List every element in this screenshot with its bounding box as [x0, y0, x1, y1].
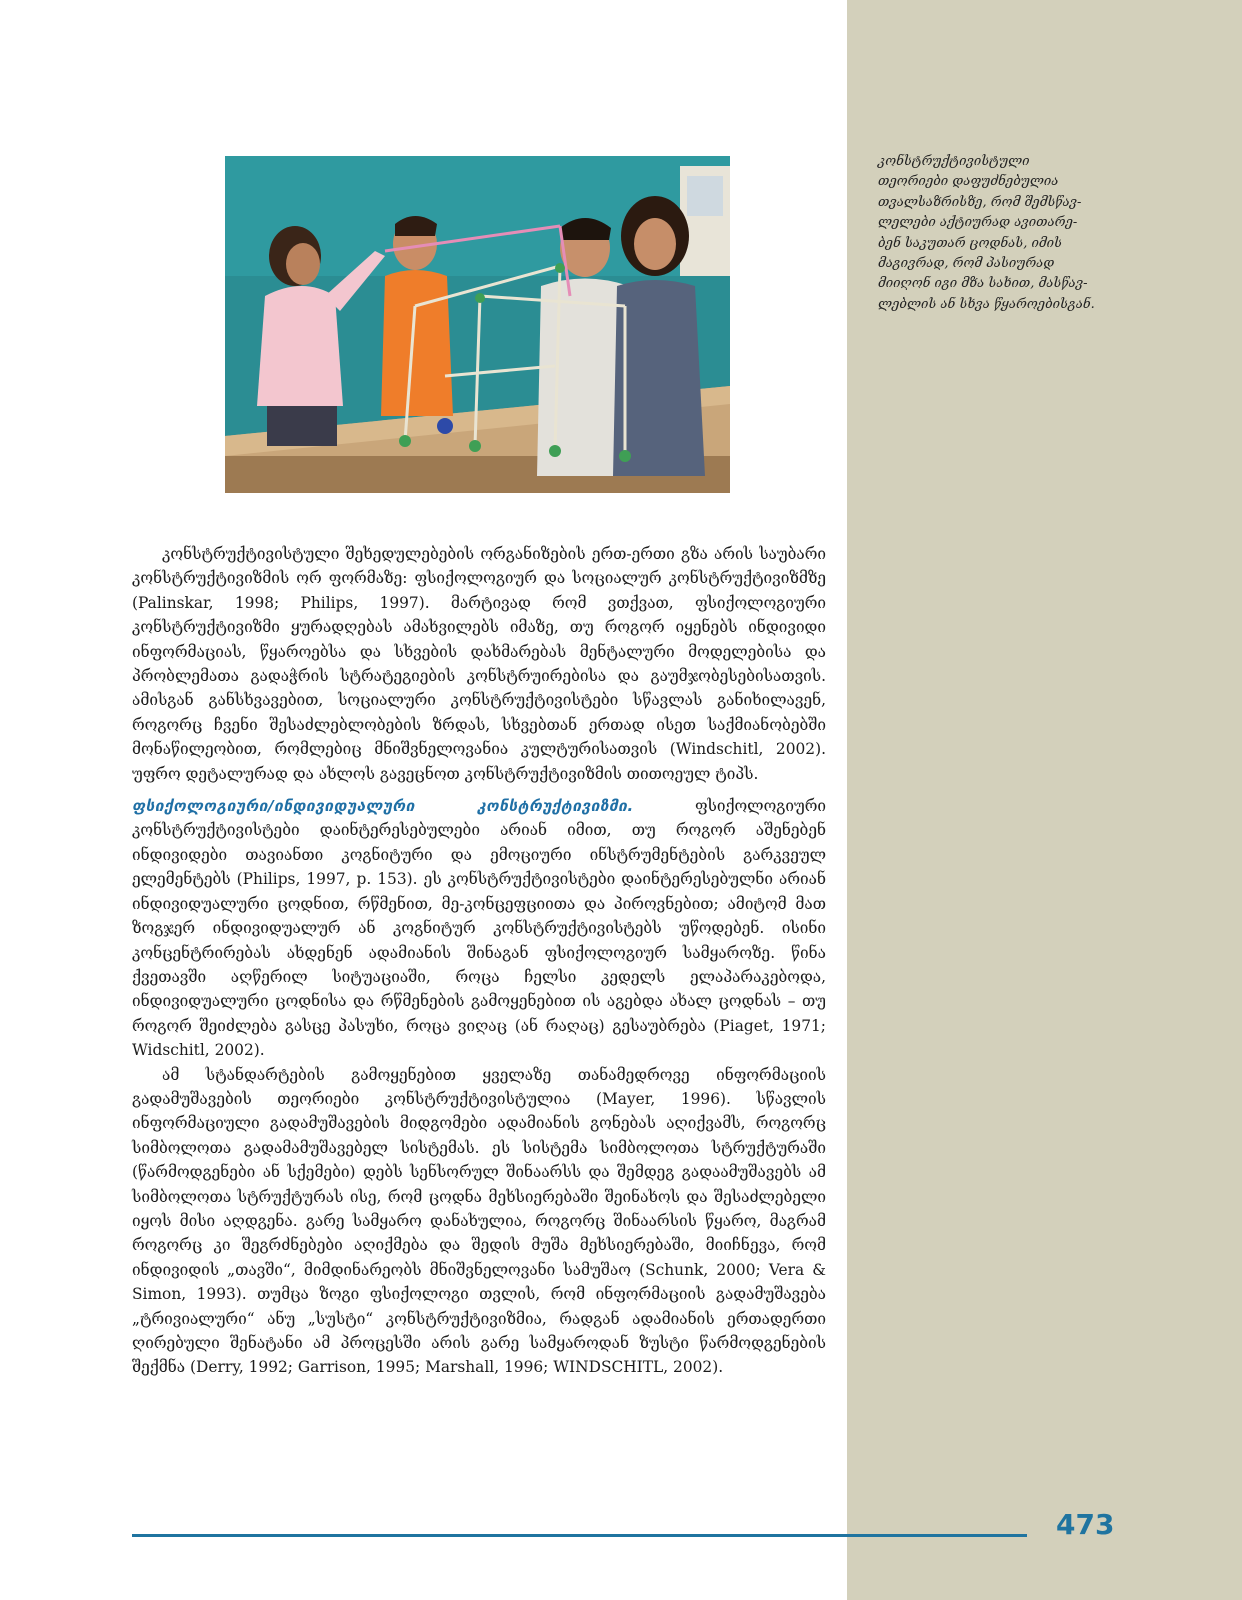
- paragraph-information-processing: ამ სტანდარტების გამოყენებით ყველაზე თანამედროვე ინფორმაციის გადამუშავების თეორიები კონსტრუქტივისტულია (Mayer, 1996). სწავლის ინფორმაციული გადამუშავების მიდგომები ადამიანის გონებას აღიქვამს, როგორც სიმბოლოთა გადამამუშავებელ სისტემას. ეს სისტემა სიმბოლოთა სტრუქტურაში (წარმოდგენები ან სქემები) დებს სენსორულ შინაარსს და შემდეგ გადაამუშავებს ამ სიმბოლოთა სტრუქტურას ისე, რომ ცოდნა მეხსიერებაში შეინახოს და შესაძლებელი იყოს მისი აღდგენა. გარე სამყარო დანახულია, როგორც შინაარსის წყარო, მაგრამ როგორც კი შეგრძნებები აღიქმება და შედის მუშა მეხსიერებაში, მიიჩნევა, რომ ინდივიდის „თავში“, მიმდინარეობს მნიშვნელოვანი სამუშაო (Schunk, 2000; Vera & Simon, 1993). თუმცა ზოგი ფსიქოლოგი თვლის, რომ ინფორმაციის გადამუშავება „ტრივიალური“ ანუ „სუსტი“ კონსტრუქტივიზმია, რადგან ადამიანის ერთადერთი ღირებული შენატანი ამ პროცესში არის გარე სამყაროდან ზუსტი წარმოდგენების შექმნა (Derry, 1992; Garrison, 1995; Marshall, 1996; WINDSCHITL, 2002).: [132, 1065, 826, 1377]
- paragraph-psychological-constructivism: [132, 794, 826, 1062]
- page-number: 473: [1056, 1508, 1115, 1541]
- margin-note: კონსტრუქტივისტული თეორიები დაფუძნებულია თვალსაზრისზე, რომ შემსწავ- ლელები აქტიურად ავითარე- ბენ საკუთარ ცოდნას, იმის მაგივრად, რომ პასიურად მიიღონ იგი მზა სახით, მასწავ- ლებლის ან სხვა წყაროებისგან.: [878, 154, 1095, 312]
- section-heading: ფსიქოლოგიური/ინდივიდუალური კონსტრუქტივიზმი.: [132, 797, 634, 816]
- classroom-photo-illustration: [225, 156, 730, 493]
- body-text: [132, 542, 826, 1380]
- classroom-photo: [225, 156, 730, 493]
- footer-rule: [132, 1534, 1027, 1537]
- paragraph-intro: კონსტრუქტივისტული შეხედულებების ორგანიზების ერთ-ერთი გზა არის საუბარი კონსტრუქტივიზმის ორ ფორმაზე: ფსიქოლოგიურ და სოციალურ კონსტრუქტივიზმზე (Palinskar, 1998; Philips, 1997). მარტივად რომ ვთქვათ, ფსიქოლოგიური კონსტრუქტივიზმი ყურადღებას ამახვილებს იმაზე, თუ როგორ იყენებს ინდივიდი ინფორმაციას, წყაროებსა და სხვების დახმარებას მენტალური მოდელებისა და პრობლემათა გადაჭრის სტრატეგიების კონსტრუირებისა და გაუმჯობესებისათვის. ამისგან განსხვავებით, სოციალური კონსტრუქტივისტები სწავლას განიხილავენ, როგორც ჩვენი შესაძლებლობების ზრდას, სხვებთან ერთად ისეთ საქმიანობებში მონაწილეობით, რომლებიც მნიშვნელოვანია კულტურისათვის (Windschitl, 2002). უფრო დეტალურად და ახლოს გავეცნოთ კონსტრუქტივიზმის თითოეულ ტიპს.: [132, 545, 826, 783]
- paragraph-psychological-text: ფსიქოლოგიური კონსტრუქტივისტები დაინტერესებულები არიან იმით, თუ როგორ აშენებენ ინდივიდები თავიანთი კოგნიტური და ემოციური ინსტრუმენტების გარკვეულ ელემენტებს (Philips, 1997, p. 153). ეს კონსტრუქტივისტები დაინტერესებულნი არიან ინდივიდუალური ცოდნით, რწმენით, მე-კონცეფციითა და პიროვნებით; ამიტომ მათ ზოგჯერ ინდივიდუალურ ან კოგნიტურ კონსტრუქტივისტებს უწოდებენ. ისინი კონცენტრირებას ახდენენ ადამიანის შინაგან ფსიქოლოგიურ სამყაროზე. წინა ქვეთავში აღწერილ სიტუაციაში, როცა ჩელსი კედელს ელაპარაკებოდა, ინდივიდუალური ცოდნისა და რწმენების გამოყენებით ის აგებდა ახალ ცოდნას – თუ როგორ შეიძლება გასცე პასუხი, როცა ვიღაც (ან რაღაც) გესაუბრება (Piaget, 1971; Widschitl, 2002).: [132, 797, 826, 1060]
